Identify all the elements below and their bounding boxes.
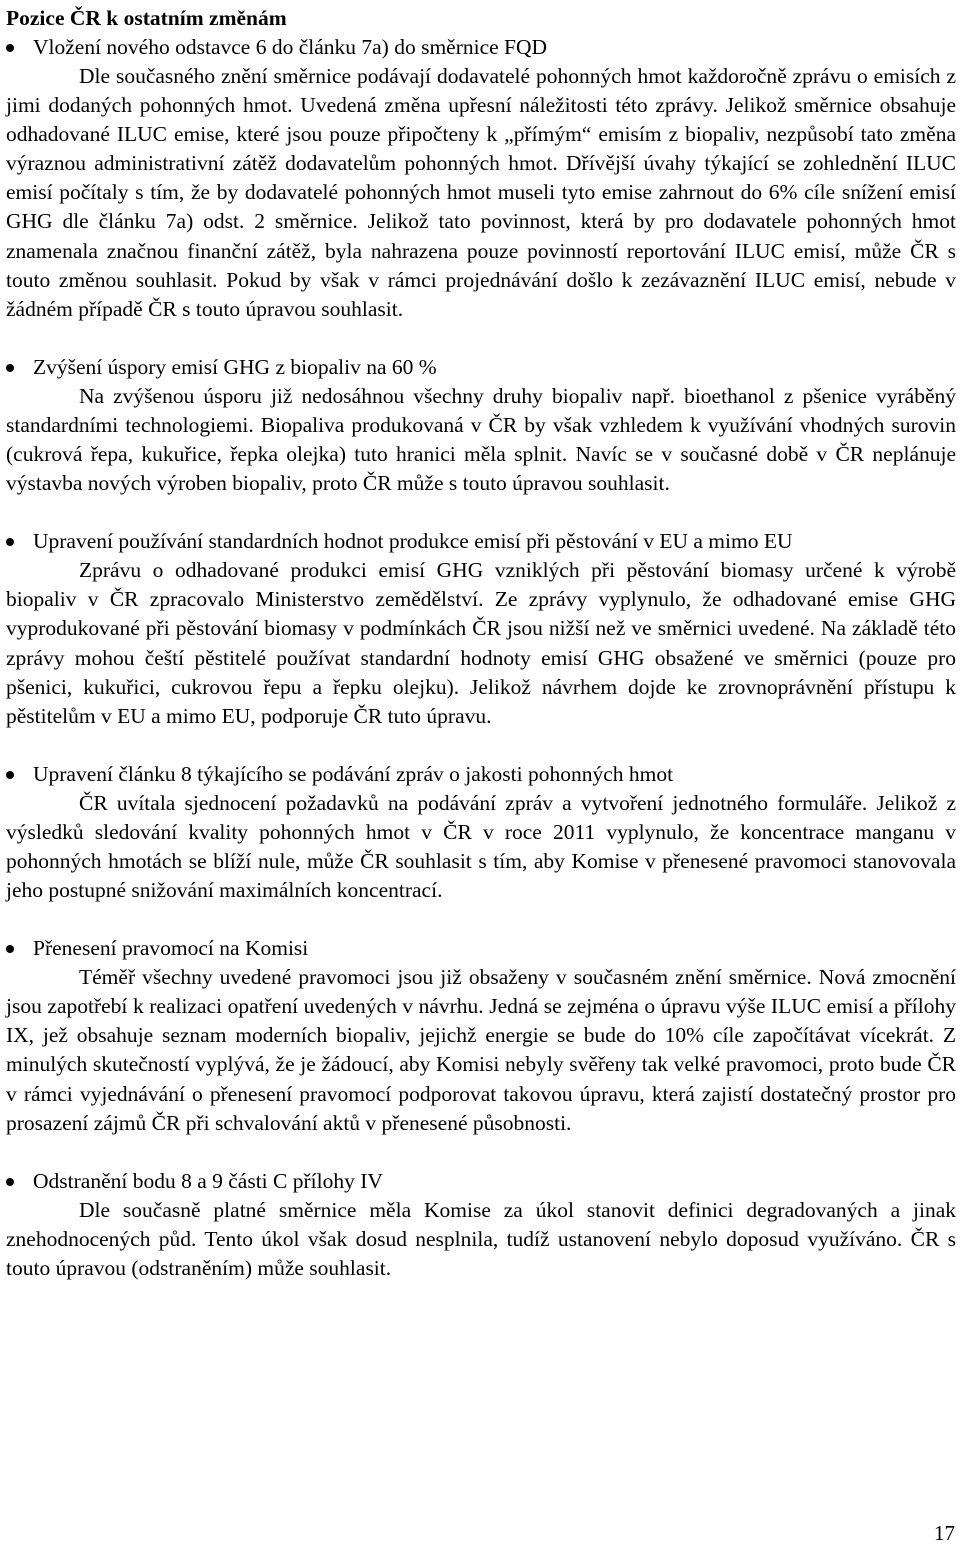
- item-title: [6, 33, 956, 62]
- bullet-icon: [6, 945, 14, 953]
- list-item-article-8: [6, 760, 956, 905]
- item-title-text: Zvýšení úspory emisí GHG z biopaliv na 60 %: [33, 354, 437, 379]
- page-number: 17: [934, 1521, 955, 1545]
- spacer: [6, 324, 956, 353]
- item-body: Zprávu o odhadované produkci emisí GHG vzniklých při pěstování biomasy určené k výrobě biopaliv v ČR zpracovalo Ministerstvo zemědělství. Ze zprávy vyplynulo, že odhadované emise GHG vyprodukované při pěstování biomasy v podmínkách ČR jsou nižší než ve směrnici uvedené. Na základě této zprávy mohou čeští pěstitelé používat standardní hodnoty emisí GHG obsažené ve směrnici (pouze pro pšenici, kukuřici, cukrovou řepu a řepku olejku). Jelikož návrhem dojde ke zrovnoprávnění přístupu k pěstitelům v EU a mimo EU, podporuje ČR tuto úpravu.: [6, 558, 956, 728]
- item-title-text: Vložení nového odstavce 6 do článku 7a) do směrnice FQD: [33, 35, 548, 59]
- item-body: Dle současného znění směrnice podávají dodavatelé pohonných hmot každoročně zprávu o emisích z jimi dodaných pohonných hmot. Uvedená změna upřesní náležitosti této zprávy. Jelikož směrnice obsahuje odhadované ILUC emise, které jsou pouze připočteny k „přímým“ emisím z biopaliv, nezpůsobí tato změna výraznou administrativní zátěž dodavatelům pohonných hmot. Dřívější úvahy týkající se zohlednění ILUC emisí počítaly s tím, že by dodavatelé pohonných hmot museli tyto emise zahrnout do 6% cíle snížení emisí GHG dle článku 7a) odst. 2 směrnice. Jelikož tato povinnost, která by pro dodavatele pohonných hmot znamenala značnou finanční zátěž, byla nahrazena pouze povinností reportování ILUC emisí, může ČR s touto změnou souhlasit. Pokud by však v rámci projednávání došlo k zezávaznění ILUC emisí, nebude v žádném případě ČR s touto úpravou souhlasit.: [6, 64, 956, 321]
- bullet-icon: [6, 538, 14, 546]
- list-item-fqd-paragraph: [6, 33, 956, 324]
- item-title: [6, 760, 956, 789]
- item-body: Dle současně platné směrnice měla Komise za úkol stanovit definici degradovaných a jinak znehodnocených půd. Tento úkol však dosud nesplnila, tudíž ustanovení nebylo doposud využíváno. ČR s touto úpravou (odstraněním) může souhlasit.: [6, 1197, 956, 1280]
- item-title-text: Přenesení pravomocí na Komisi: [33, 936, 309, 961]
- bullet-icon: [6, 44, 14, 52]
- spacer: [6, 1138, 956, 1167]
- spacer: [6, 731, 956, 760]
- item-body: ČR uvítala sjednocení požadavků na podávání zpráv a vytvoření jednotného formuláře. Jelikož z výsledků sledování kvality pohonných hmot v ČR v roce 2011 vyplynulo, že koncentrace manganu v pohonných hmotách se blíží nule, může ČR souhlasit s tím, aby Komise v přenesené pravomoci stanovovala jeho postupné snižování maximálních koncentrací.: [6, 790, 956, 903]
- spacer: [6, 498, 956, 527]
- spacer: [6, 905, 956, 934]
- list-item-ghg-savings: [6, 353, 956, 498]
- item-title: [6, 934, 956, 963]
- item-title: [6, 527, 956, 556]
- bullet-icon: [6, 364, 14, 372]
- page-heading: Pozice ČR k ostatním změnám: [6, 6, 287, 30]
- list-item-annex-iv: [6, 1167, 956, 1283]
- item-title-text: Upravení článku 8 týkajícího se podávání zpráv o jakosti pohonných hmot: [33, 761, 674, 786]
- item-title: [6, 1167, 956, 1196]
- item-body: Téměř všechny uvedené pravomoci jsou již obsaženy v současném znění směrnice. Nová zmocnění jsou zapotřebí k realizaci opatření uvedených v návrhu. Jedná se zejména o úpravu výše ILUC emisí a přílohy IX, jež obsahuje seznam moderních biopaliv, jejichž energie se bude do 10% cíle započítávat vícekrát. Z minulých skutečností vyplývá, že je žádoucí, aby Komisi nebyly svěřeny tak velké pravomoci, proto bude ČR v rámci vyjednávání o přenesení pravomocí podporovat takovou úpravu, která zajistí dostatečný prostor pro prosazení zájmů ČR při schvalování aktů v přenesené působnosti.: [6, 965, 956, 1135]
- list-item-standard-values: [6, 527, 956, 731]
- document-page: [6, 4, 956, 1283]
- bullet-icon: [6, 771, 14, 779]
- list-item-delegated-powers: [6, 934, 956, 1138]
- item-body: Na zvýšenou úsporu již nedosáhnou všechny druhy biopaliv např. bioethanol z pšenice vyráběný standardními technologiemi. Biopaliva produkovaná v ČR by však vzhledem k využívání vhodných surovin (cukrová řepa, kukuřice, řepka olejka) tuto hranici měla splnit. Navíc se v současné době v ČR neplánuje výstavba nových výroben biopaliv, proto ČR může s touto úpravou souhlasit.: [6, 383, 956, 496]
- item-title: [6, 353, 956, 382]
- bullet-icon: [6, 1178, 14, 1186]
- item-title-text: Odstranění bodu 8 a 9 části C přílohy IV: [33, 1168, 383, 1193]
- item-title-text: Upravení používání standardních hodnot produkce emisí při pěstování v EU a mimo EU: [33, 529, 793, 554]
